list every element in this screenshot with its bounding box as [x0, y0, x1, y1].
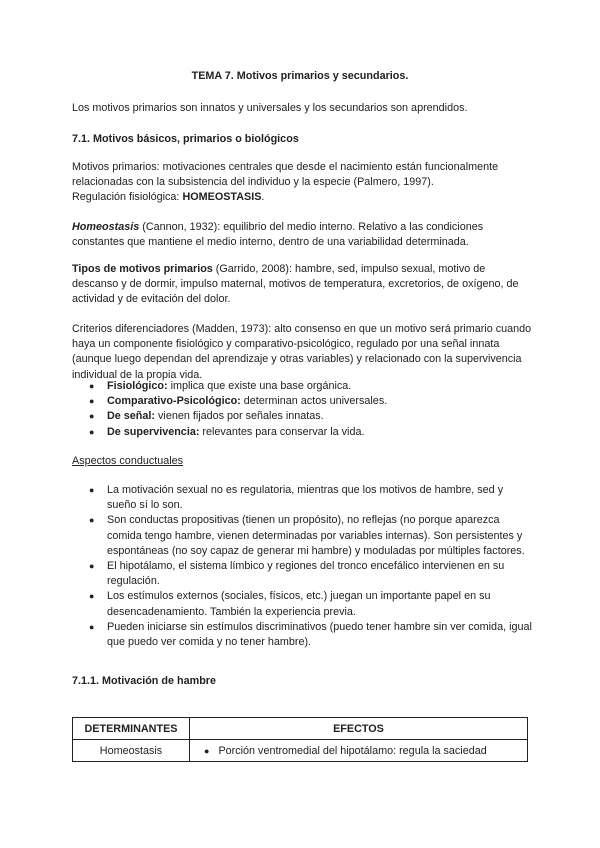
homeostasis-term: Homeostasis — [72, 221, 140, 233]
types-paragraph — [72, 262, 534, 308]
bullet-icon: ● — [204, 745, 210, 756]
homeostasis-paragraph — [72, 220, 534, 250]
table-row — [73, 740, 528, 762]
intro-paragraph: Los motivos primarios son innatos y universales y los secundarios son aprendidos. — [72, 102, 468, 114]
list-item: ● La motivación sexual no es regulatoria, mientras que los motivos de hambre, sed y sueño sí lo son. — [89, 484, 504, 512]
behavioral-aspects-list — [72, 483, 534, 650]
criteria-list — [72, 379, 534, 440]
table-cell: Homeostasis — [73, 740, 190, 762]
header-efectos: EFECTOS — [190, 718, 528, 740]
bullet-icon: ● — [89, 381, 95, 391]
section-heading: 7.1. Motivos básicos, primarios o biológicos — [72, 133, 299, 145]
bullet-icon: ● — [89, 561, 95, 572]
bullet-icon: ● — [89, 621, 95, 632]
homeostasis-text: (Cannon, 1932): equilibrio del medio interno. Relativo a las condiciones constantes que mantiene el medio interno, dentro de una variabilidad determinada. — [72, 221, 484, 249]
list-item: ● Pueden iniciarse sin estímulos discriminativos (puedo tener hambre sin ver comida, igual que puedo ver comida y no tener hambre). — [89, 620, 532, 649]
list-item: ● Son conductas propositivas (tienen un propósito), no reflejas (no porque aparezca comida tengo hambre, vienen determinadas por variables internas). Son persistentes y espontáneas (no soy capaz de generar mi hambre) y moduladas por múltiples factores. — [89, 514, 525, 557]
bullet-icon: ● — [89, 485, 95, 495]
determinants-table — [72, 717, 528, 762]
list-item: ● El hipotálamo, el sistema límbico y regiones del tronco encefálico intervienen en su regulación. — [89, 560, 505, 588]
regulation-label: Regulación fisiológica: — [72, 191, 183, 204]
bullet-icon: ● — [89, 591, 95, 602]
bullet-icon: ● — [89, 411, 95, 422]
types-label: Tipos de motivos primarios — [72, 263, 213, 275]
list-item: ● Los estímulos externos (sociales, físicos, etc.) juegan un importante papel en su desencadenamiento. También la experiencia previa. — [89, 590, 491, 618]
subsection-heading: 7.1.1. Motivación de hambre — [72, 675, 217, 687]
list-item: ● De supervivencia: relevantes para conservar la vida. — [72, 425, 534, 440]
regulation-value: HOMEOSTASIS — [182, 191, 262, 204]
table-header-row — [73, 718, 528, 740]
types-text: (Garrido, 2008): hambre, sed, impulso sexual, motivo de descanso y de dormir, impulso maternal, motivos de temperatura, excretorios, de oxígeno, de actividad y de evitación del dolor. — [72, 263, 519, 306]
behavioral-aspects-heading: Aspectos conductuales — [72, 455, 184, 467]
bullet-icon: ● — [89, 396, 95, 407]
table-cell: ● Porción ventromedial del hipotálamo: regula la saciedad — [190, 740, 528, 762]
primary-motives-paragraph: Motivos primarios: motivaciones centrales que desde el nacimiento están funcionalmente relacionadas con la subsistencia del individuo y la especie (Palmero, 1997). Regulación fisiológica: HOMEOSTASIS. — [72, 161, 499, 204]
primary-motives-text: Motivos primarios: motivaciones centrales que desde el nacimiento están funcionalmente relacionadas con la subsistencia del individuo y la especie (Palmero, 1997). — [72, 161, 499, 189]
header-determinantes: DETERMINANTES — [73, 718, 190, 740]
bullet-icon: ● — [89, 515, 95, 526]
page-title: TEMA 7. Motivos primarios y secundarios. — [191, 70, 409, 82]
list-item: ● Comparativo-Psicológico: determinan actos universales. — [72, 394, 534, 409]
list-item: ● De señal: vienen fijados por señales innatas. — [72, 409, 534, 424]
bullet-icon: ● — [89, 426, 95, 437]
list-item: ● Fisiológico: implica que existe una base orgánica. — [72, 379, 534, 394]
criteria-paragraph: Criterios diferenciadores (Madden, 1973): alto consenso en que un motivo será primario cuando haya un componente fisiológico y comparativo-psicológico, regulado por una señal innata (aunque luego dependan del aprendizaje y otras variables) y relacionado con la supervivencia individual de la propia vida. — [72, 323, 532, 381]
